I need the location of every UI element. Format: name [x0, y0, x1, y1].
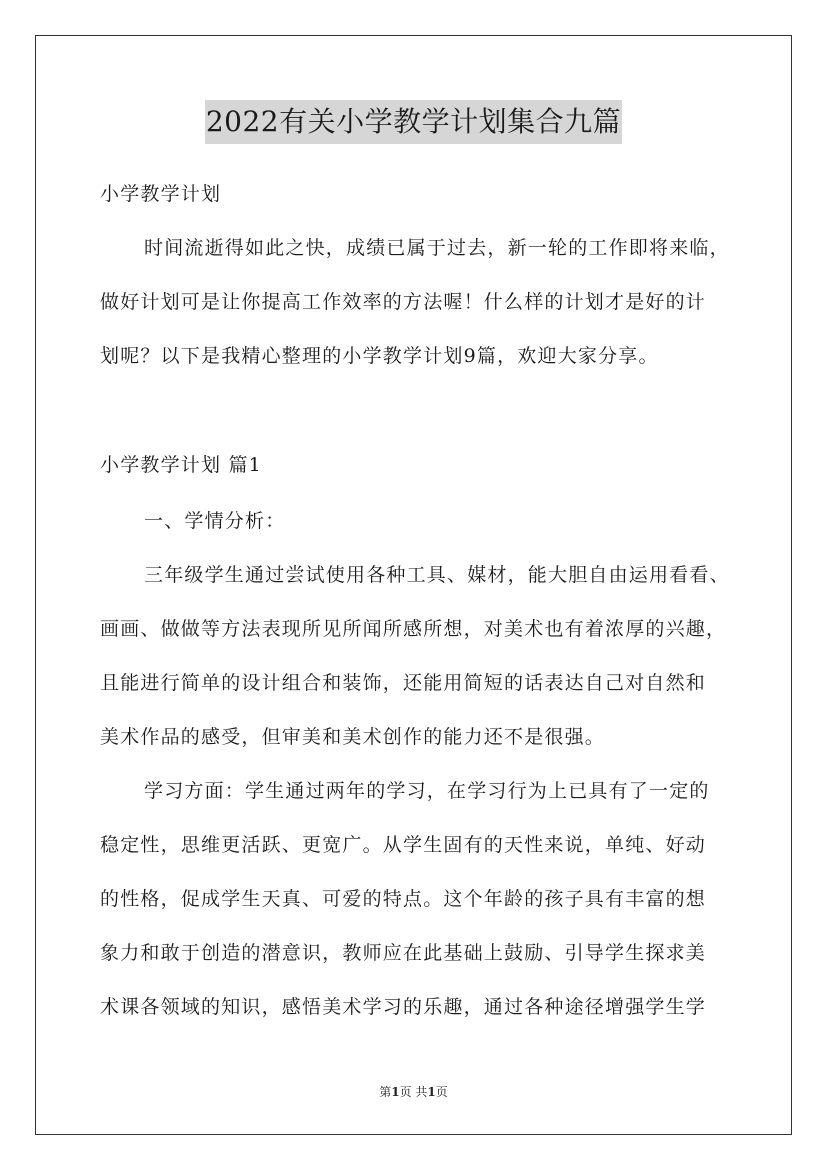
paragraph-line: 画画、做做等方法表现所见所闻所感所想，对美术也有着浓厚的兴趣， — [100, 618, 727, 640]
footer-total-pages: 1 — [427, 1085, 436, 1099]
title-container — [0, 100, 827, 144]
paragraph-line: 的性格，促成学生天真、可爱的特点。这个年龄的孩子具有丰富的想 — [100, 888, 707, 910]
footer-prefix: 第 — [379, 1085, 392, 1099]
paragraph-line: 做好计划可是让你提高工作效率的方法喔！什么样的计划才是好的计 — [100, 291, 707, 313]
paragraph-line: 美术作品的感受，但审美和美术创作的能力还不是很强。 — [100, 726, 606, 748]
document-title: 2022有关小学教学计划集合九篇 — [205, 100, 622, 144]
footer-current-page: 1 — [391, 1085, 400, 1099]
section-heading: 小学教学计划 — [100, 183, 222, 205]
paragraph-line: 术课各领域的知识，感悟美术学习的乐趣，通过各种途径增强学生学 — [100, 996, 707, 1018]
paragraph-line: 一、学情分析： — [144, 510, 286, 532]
paragraph-line: 三年级学生通过尝试使用各种工具、媒材，能大胆自由运用看看、 — [144, 564, 730, 586]
section-heading: 小学教学计划 篇1 — [100, 454, 262, 476]
paragraph-line: 时间流逝得如此之快，成绩已属于过去，新一轮的工作即将来临， — [144, 237, 730, 259]
paragraph-line: 象力和敢于创造的潜意识，教师应在此基础上鼓励、引导学生探求美 — [100, 942, 707, 964]
paragraph-line: 划呢？以下是我精心整理的小学教学计划9篇，欢迎大家分享。 — [100, 345, 659, 367]
footer-suffix: 页 — [435, 1085, 448, 1099]
paragraph-line: 且能进行简单的设计组合和装饰，还能用简短的话表达自己对自然和 — [100, 672, 707, 694]
page-number-footer — [0, 1083, 827, 1100]
paragraph-line: 学习方面：学生通过两年的学习，在学习行为上已具有了一定的 — [144, 780, 710, 802]
paragraph-line: 稳定性，思维更活跃、更宽广。从学生固有的天性来说，单纯、好动 — [100, 834, 707, 856]
footer-mid: 页 共 — [399, 1085, 428, 1099]
